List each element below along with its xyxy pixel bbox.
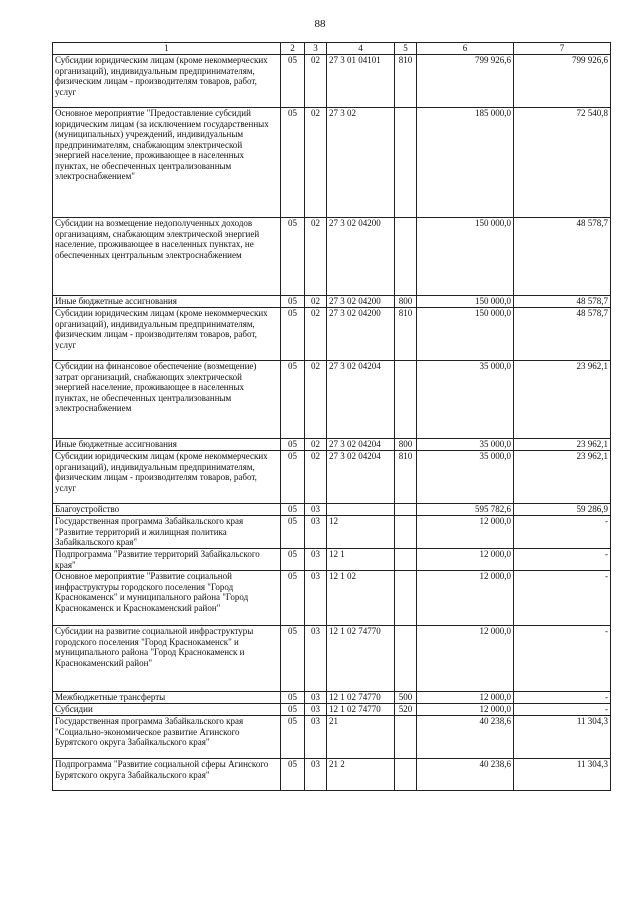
table-row (53, 549, 611, 571)
row-section: 05 (281, 549, 305, 571)
row-name: Подпрограмма "Развитие территорий Забайкальского края" (53, 549, 281, 571)
table-row (53, 218, 611, 296)
row-subsection: 02 (305, 308, 327, 361)
column-header: 7 (514, 43, 611, 55)
row-target-article: 27 3 02 04204 (327, 439, 395, 451)
column-header: 6 (417, 43, 514, 55)
row-amount-actual: 59 286,9 (514, 504, 611, 516)
row-expense-type: 810 (395, 451, 417, 504)
row-expense-type: 500 (395, 692, 417, 704)
row-amount-actual: - (514, 549, 611, 571)
row-section: 05 (281, 571, 305, 626)
row-target-article: 27 3 02 04204 (327, 451, 395, 504)
row-section: 05 (281, 451, 305, 504)
row-expense-type (395, 716, 417, 759)
header-row (53, 43, 611, 55)
row-amount-actual: - (514, 516, 611, 549)
row-subsection: 03 (305, 516, 327, 549)
row-section: 05 (281, 704, 305, 716)
row-expense-type (395, 108, 417, 218)
row-subsection: 03 (305, 759, 327, 791)
row-name: Иные бюджетные ассигнования (53, 296, 281, 308)
table-row (53, 504, 611, 516)
row-expense-type: 800 (395, 439, 417, 451)
row-amount-plan: 35 000,0 (417, 439, 514, 451)
table-row (53, 361, 611, 439)
row-section: 05 (281, 716, 305, 759)
row-name: Государственная программа Забайкальского края "Социально-экономическое развитие Агинского Бурятского округа Забайкальского края" (53, 716, 281, 759)
row-amount-actual: 48 578,7 (514, 308, 611, 361)
row-amount-actual: 23 962,1 (514, 439, 611, 451)
row-target-article: 27 3 02 04204 (327, 361, 395, 439)
table-row (53, 692, 611, 704)
row-amount-plan: 12 000,0 (417, 626, 514, 692)
column-header: 3 (305, 43, 327, 55)
row-amount-actual: - (514, 692, 611, 704)
row-name: Подпрограмма "Развитие социальной сферы Агинского Бурятского округа Забайкальского края" (53, 759, 281, 791)
row-section: 05 (281, 308, 305, 361)
row-name: Основное мероприятие "Предоставление субсидий юридическим лицам (за исключением государственных (муниципальных) учреждений, индивидуальным предпринимателям, снабжающим электрической энергией население, проживающее в населенных пунктах, не обеспеченных централизованным электроснабжением" (53, 108, 281, 218)
table-row (53, 451, 611, 504)
row-target-article: 12 1 (327, 549, 395, 571)
row-name: Субсидии на возмещение недополученных доходов организациям, снабжающим электрической энергией население, проживающее в населенных пунктах, не обеспеченных центральным электроснабжением (53, 218, 281, 296)
column-header: 1 (53, 43, 281, 55)
row-name: Благоустройство (53, 504, 281, 516)
row-amount-actual: 23 962,1 (514, 451, 611, 504)
row-expense-type (395, 571, 417, 626)
row-expense-type: 800 (395, 296, 417, 308)
row-name: Государственная программа Забайкальского края "Развитие территорий и жилищная политика Забайкальского края" (53, 516, 281, 549)
row-target-article: 27 3 02 04200 (327, 296, 395, 308)
row-expense-type: 810 (395, 308, 417, 361)
row-subsection: 03 (305, 504, 327, 516)
row-name: Основное мероприятие "Развитие социальной инфраструктуры городского поселения "Город Краснокаменск" и муниципального района "Город Краснокаменск и Краснокаменский район" (53, 571, 281, 626)
row-expense-type (395, 549, 417, 571)
row-expense-type (395, 626, 417, 692)
row-section: 05 (281, 692, 305, 704)
table-row (53, 626, 611, 692)
row-target-article: 27 3 01 04101 (327, 55, 395, 108)
row-subsection: 03 (305, 571, 327, 626)
row-target-article: 27 3 02 04200 (327, 308, 395, 361)
table-row (53, 108, 611, 218)
row-amount-actual: 72 540,8 (514, 108, 611, 218)
row-section: 05 (281, 218, 305, 296)
table-row (53, 516, 611, 549)
row-amount-plan: 12 000,0 (417, 704, 514, 716)
column-header: 4 (327, 43, 395, 55)
row-target-article: 12 1 02 74770 (327, 704, 395, 716)
row-name: Субсидии юридическим лицам (кроме некоммерческих организаций), индивидуальным предпринимателям, физическим лицам - производителям товаров, работ, услуг (53, 55, 281, 108)
row-amount-actual: 11 304,3 (514, 759, 611, 791)
row-amount-plan: 35 000,0 (417, 361, 514, 439)
row-subsection: 03 (305, 549, 327, 571)
row-target-article: 21 2 (327, 759, 395, 791)
row-expense-type: 810 (395, 55, 417, 108)
row-name: Субсидии юридическим лицам (кроме некоммерческих организаций), индивидуальным предпринимателям, физическим лицам - производителям товаров, работ, услуг (53, 451, 281, 504)
row-subsection: 02 (305, 451, 327, 504)
row-name: Субсидии юридическим лицам (кроме некоммерческих организаций), индивидуальным предпринимателям, физическим лицам - производителям товаров, работ, услуг (53, 308, 281, 361)
row-expense-type (395, 218, 417, 296)
row-amount-plan: 150 000,0 (417, 218, 514, 296)
row-name: Субсидии (53, 704, 281, 716)
row-subsection: 02 (305, 296, 327, 308)
row-section: 05 (281, 759, 305, 791)
row-amount-actual: - (514, 704, 611, 716)
row-amount-plan: 35 000,0 (417, 451, 514, 504)
table-row (53, 759, 611, 791)
row-target-article (327, 504, 395, 516)
table-row (53, 308, 611, 361)
row-section: 05 (281, 55, 305, 108)
row-target-article: 27 3 02 (327, 108, 395, 218)
row-name: Субсидии на финансовое обеспечение (возмещение) затрат организаций, снабжающих электрической энергией население, проживающее в населенных пунктах, не обеспеченных централизованным электроснабжением (53, 361, 281, 439)
table-row (53, 296, 611, 308)
row-section: 05 (281, 108, 305, 218)
row-amount-actual: 48 578,7 (514, 296, 611, 308)
row-subsection: 02 (305, 218, 327, 296)
row-section: 05 (281, 296, 305, 308)
table-row (53, 716, 611, 759)
row-amount-plan: 799 926,6 (417, 55, 514, 108)
table-row (53, 439, 611, 451)
row-amount-plan: 12 000,0 (417, 516, 514, 549)
column-header: 2 (281, 43, 305, 55)
row-target-article: 12 (327, 516, 395, 549)
row-amount-actual: 799 926,6 (514, 55, 611, 108)
row-amount-plan: 185 000,0 (417, 108, 514, 218)
row-target-article: 12 1 02 (327, 571, 395, 626)
row-expense-type (395, 759, 417, 791)
table-row (53, 55, 611, 108)
row-target-article: 12 1 02 74770 (327, 692, 395, 704)
row-name: Межбюджетные трансферты (53, 692, 281, 704)
table-row (53, 704, 611, 716)
row-subsection: 02 (305, 108, 327, 218)
page-number: 88 (314, 18, 326, 30)
column-header: 5 (395, 43, 417, 55)
row-name: Иные бюджетные ассигнования (53, 439, 281, 451)
row-subsection: 02 (305, 361, 327, 439)
row-target-article: 27 3 02 04200 (327, 218, 395, 296)
row-subsection: 03 (305, 692, 327, 704)
row-subsection: 03 (305, 704, 327, 716)
row-amount-plan: 595 782,6 (417, 504, 514, 516)
row-expense-type (395, 504, 417, 516)
row-expense-type: 520 (395, 704, 417, 716)
row-amount-plan: 40 238,6 (417, 759, 514, 791)
row-section: 05 (281, 626, 305, 692)
row-amount-actual: - (514, 626, 611, 692)
row-amount-plan: 150 000,0 (417, 308, 514, 361)
row-amount-actual: 48 578,7 (514, 218, 611, 296)
row-section: 05 (281, 516, 305, 549)
row-expense-type (395, 516, 417, 549)
row-amount-plan: 40 238,6 (417, 716, 514, 759)
budget-table (52, 42, 611, 791)
row-amount-plan: 12 000,0 (417, 571, 514, 626)
row-amount-plan: 12 000,0 (417, 692, 514, 704)
row-subsection: 02 (305, 439, 327, 451)
row-section: 05 (281, 504, 305, 516)
row-target-article: 21 (327, 716, 395, 759)
row-amount-actual: 23 962,1 (514, 361, 611, 439)
row-name: Субсидии на развитие социальной инфраструктуры городского поселения "Город Краснокаменск" и муниципального района "Город Краснокаменск и Краснокаменский район" (53, 626, 281, 692)
row-section: 05 (281, 439, 305, 451)
row-subsection: 02 (305, 55, 327, 108)
row-subsection: 03 (305, 716, 327, 759)
row-amount-plan: 150 000,0 (417, 296, 514, 308)
row-amount-actual: - (514, 571, 611, 626)
row-expense-type (395, 361, 417, 439)
table-row (53, 571, 611, 626)
row-amount-actual: 11 304,3 (514, 716, 611, 759)
row-target-article: 12 1 02 74770 (327, 626, 395, 692)
row-subsection: 03 (305, 626, 327, 692)
row-amount-plan: 12 000,0 (417, 549, 514, 571)
row-section: 05 (281, 361, 305, 439)
